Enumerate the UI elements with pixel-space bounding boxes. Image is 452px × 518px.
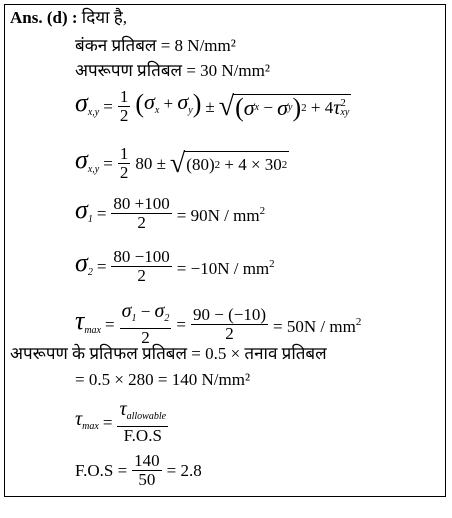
sigma-symbol: σ bbox=[75, 144, 88, 174]
sigma-subscript: 1 bbox=[87, 213, 93, 225]
equals-sign: = bbox=[96, 203, 107, 223]
result-value: = −10N / mm bbox=[176, 259, 270, 278]
plus-minus-sign: ± bbox=[205, 96, 215, 116]
shear-stress-label: अपरूपण प्रतिबल bbox=[75, 61, 183, 80]
squared-exponent: 2 bbox=[214, 159, 221, 171]
shear-stress-value: = 30 N/mm² bbox=[186, 61, 270, 80]
tau-allowable: τ bbox=[119, 398, 127, 420]
radical-icon: √ bbox=[169, 147, 186, 179]
inner-sigma-x-subscript: x bbox=[254, 102, 260, 113]
fraction-numerator: 80 +100 bbox=[113, 194, 170, 213]
allowable-stress-statement: अपरूपण के प्रतिफल प्रतिबल = 0.5 × तनाव प्रतिबल bbox=[10, 344, 327, 363]
value-eighty: 80 ± bbox=[135, 153, 166, 173]
fraction-numeric bbox=[191, 306, 268, 343]
sigma2-equation bbox=[75, 248, 275, 285]
sigma1-equation bbox=[75, 195, 265, 232]
sigma-x-symbol: σ bbox=[143, 89, 155, 114]
minus-sign: − bbox=[136, 302, 155, 321]
shear-stress-line bbox=[75, 61, 270, 81]
bending-stress-line bbox=[75, 36, 236, 56]
result-exponent: 2 bbox=[355, 316, 362, 328]
fos-formula bbox=[75, 400, 169, 445]
fraction-denominator: 2 bbox=[141, 328, 150, 347]
inner-close-paren: ) bbox=[292, 93, 302, 122]
tau-subscript: max bbox=[82, 420, 99, 432]
sigma-symbol: σ bbox=[75, 247, 88, 277]
given-text: दिया है, bbox=[81, 8, 128, 27]
sigma-subscript: x,y bbox=[87, 163, 100, 175]
minus-sign: − bbox=[263, 98, 273, 117]
fraction-denominator: 2 bbox=[137, 266, 146, 285]
radicand bbox=[184, 151, 289, 177]
fraction bbox=[111, 195, 171, 232]
sigma-subscript: 2 bbox=[87, 266, 93, 278]
result-value: = 50N / mm bbox=[273, 317, 356, 336]
fraction-denominator: 2 bbox=[119, 163, 129, 182]
tau-symbol: τ bbox=[75, 305, 85, 335]
thirty-squared: 2 bbox=[281, 159, 288, 171]
inner-sigma-y-subscript: y bbox=[288, 102, 293, 113]
equals-sign: = bbox=[103, 153, 113, 173]
fraction-denominator: F.O.S bbox=[123, 426, 162, 445]
fraction-allowable bbox=[117, 400, 168, 445]
sigma-two-subscript: 2 bbox=[164, 313, 170, 324]
inner-sigma-x: σ bbox=[243, 95, 255, 120]
answer-label: Ans. (d) : bbox=[10, 8, 78, 27]
inner-eighty: (80) bbox=[186, 155, 215, 174]
fraction-half bbox=[118, 88, 131, 125]
tau-xy-symbol: τ bbox=[333, 97, 341, 119]
sigma-y-symbol: σ bbox=[177, 89, 189, 114]
result-value: = 2.8 bbox=[166, 460, 202, 480]
equals-sign: = bbox=[103, 96, 113, 116]
fraction-numerator: 1 bbox=[119, 144, 129, 163]
fraction-denominator: 2 bbox=[119, 106, 129, 125]
sigma-one: σ bbox=[121, 300, 132, 322]
fraction bbox=[111, 248, 171, 285]
radicand bbox=[233, 94, 351, 120]
result-exponent: 2 bbox=[269, 258, 275, 270]
inner-sigma-y: σ bbox=[277, 95, 289, 120]
tau-xy-subscript: xy bbox=[340, 107, 350, 118]
fraction-numerator: 90 − (−10) bbox=[193, 305, 267, 324]
equals-sign-2: = bbox=[176, 314, 187, 334]
principal-stress-formula bbox=[75, 88, 351, 125]
equals-sign: = bbox=[102, 412, 113, 432]
bending-stress-label: बंकन प्रतिबल bbox=[75, 36, 157, 55]
tau-subscript: max bbox=[84, 324, 101, 336]
fraction-numerator: 1 bbox=[119, 87, 129, 106]
inner-open-paren: ( bbox=[235, 93, 244, 122]
fraction-half bbox=[118, 145, 131, 182]
fos-label: F.O.S = bbox=[75, 460, 128, 480]
sigma-x-subscript: x bbox=[154, 105, 160, 116]
sigma-symbol: σ bbox=[75, 194, 88, 224]
open-paren: ( bbox=[135, 89, 144, 118]
tau-max-equation bbox=[75, 302, 361, 347]
fraction-numerator: 140 bbox=[134, 451, 160, 470]
allowable-stress-calc: = 0.5 × 280 = 140 N/mm² bbox=[75, 370, 251, 389]
allowable-subscript: allowable bbox=[126, 411, 167, 422]
fraction-numerator: 80 −100 bbox=[113, 247, 170, 266]
square-root bbox=[218, 90, 352, 122]
sigma-two: σ bbox=[154, 300, 165, 322]
equals-sign: = bbox=[104, 314, 115, 334]
plus-four: + 4 bbox=[310, 98, 334, 117]
result-value: = 90N / mm bbox=[176, 206, 260, 225]
equals-sign: = bbox=[96, 256, 107, 276]
result-exponent: 2 bbox=[259, 205, 266, 217]
sigma-y-subscript: y bbox=[188, 105, 193, 116]
answer-header bbox=[10, 8, 127, 28]
sigma-subscript: x,y bbox=[87, 106, 100, 118]
fraction-sigma-diff bbox=[120, 302, 172, 347]
close-paren: ) bbox=[192, 89, 202, 118]
plus-sign: + bbox=[163, 94, 174, 113]
radical-icon: √ bbox=[218, 90, 235, 122]
fraction-denominator: 2 bbox=[137, 213, 146, 232]
tau-symbol: τ bbox=[75, 407, 83, 430]
principal-stress-substitution bbox=[75, 145, 289, 182]
bending-stress-value: = 8 N/mm² bbox=[160, 36, 236, 55]
sigma-one-subscript: 1 bbox=[131, 313, 137, 324]
fos-result bbox=[75, 452, 202, 489]
tau-squared: 2 bbox=[340, 97, 346, 109]
fraction-fos bbox=[132, 452, 162, 489]
fraction-denominator: 2 bbox=[225, 324, 234, 343]
sigma-symbol: σ bbox=[75, 87, 88, 117]
square-root bbox=[169, 147, 289, 179]
fraction-denominator: 50 bbox=[138, 470, 156, 489]
four-times-thirty: + 4 × 30 bbox=[224, 155, 282, 174]
squared-exponent: 2 bbox=[301, 102, 307, 114]
